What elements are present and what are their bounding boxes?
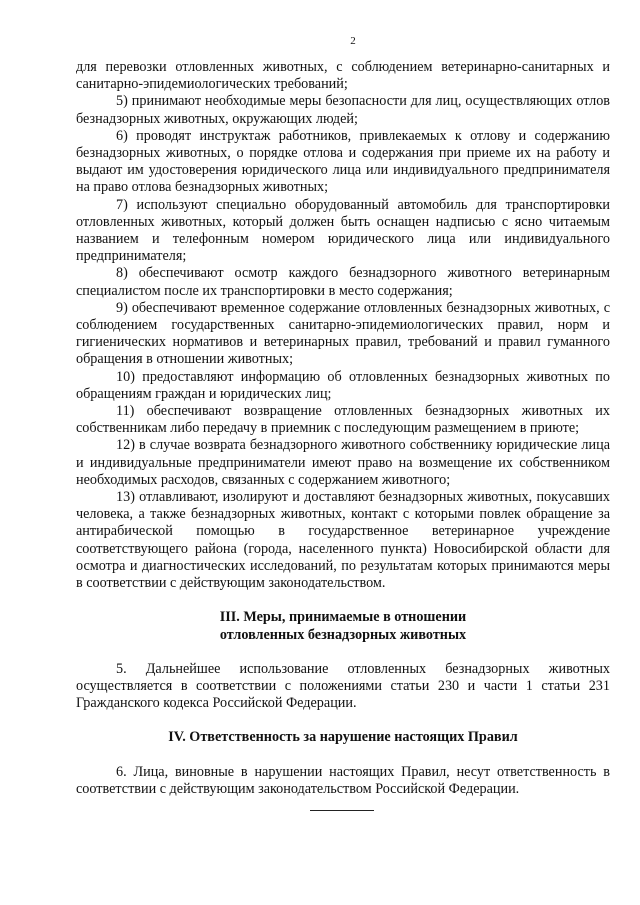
section-3-heading [76, 609, 610, 643]
section-3-heading-line-1: III. Меры, принимаемые в отношении [219, 609, 467, 626]
rule-item-paragraph: 12) в случае возврата безнадзорного животного собственнику юридические лица и индивидуальные предприниматели имеют право на возмещение их собственником необходимых расходов, связанных с содержанием животного; [76, 437, 610, 488]
section-4-paragraph: 6. Лица, виновные в нарушении настоящих Правил, несут ответственность в соответствии с действующим законодательством Российской Федерации. [76, 763, 610, 797]
rule-item-paragraph: 9) обеспечивают временное содержание отловленных безнадзорных животных, с соблюдением государственных санитарно-эпидемиологических правил, норм и гигиенических нормативов и ветеринарных правил, требований и правил гуманного обращения в отношении животных; [76, 299, 610, 368]
section-4-heading [76, 729, 610, 746]
rule-item-paragraph: 11) обеспечивают возвращение отловленных безнадзорных животных их собственникам либо передачу в приемник с последующим размещением в приюте; [76, 403, 610, 437]
rule-item-paragraph: 13) отлавливают, изолируют и доставляют безнадзорных животных, покусавших человека, а также безнадзорных животных, контакт с которыми повлек обращение за антирабической помощью в государственное ветеринарное учреждение соответствующего района (города, населенного пункта) Новосибирской области для осмотра и диагностических исследований, по результатам которых принимаются меры в соответствии с действующим законодательством. [76, 489, 610, 592]
page-number: 2 [350, 35, 356, 47]
rule-item-paragraph: 7) используют специально оборудованный автомобиль для транспортировки отловленных животных, который должен быть оснащен надписью с ясно читаемым названием и телефонным номером юридического лица или индивидуального предпринимателя; [76, 196, 610, 265]
rule-item-paragraph: для перевозки отловленных животных, с соблюдением ветеринарно-санитарных и санитарно-эпидемиологических требований; [76, 59, 610, 93]
end-rule [310, 810, 374, 811]
rules-list [76, 59, 610, 592]
section-3-heading-line-2: отловленных безнадзорных животных [219, 626, 467, 643]
rule-item-paragraph: 5) принимают необходимые меры безопасности для лиц, осуществляющих отлов безнадзорных животных, окружающих людей; [76, 93, 610, 127]
rule-item-paragraph: 8) обеспечивают осмотр каждого безнадзорного животного ветеринарным специалистом после их транспортировки в место содержания; [76, 265, 610, 299]
section-3-paragraph: 5. Дальнейшее использование отловленных безнадзорных животных осуществляется в соответствии с положениями статьи 230 и части 1 статьи 231 Гражданского кодекса Российской Федерации. [76, 660, 610, 712]
section-4-heading-text: IV. Ответственность за нарушение настоящих Правил [168, 729, 518, 746]
rule-item-paragraph: 10) предоставляют информацию об отловленных безнадзорных животных по обращениям граждан и юридических лиц; [76, 368, 610, 402]
document-page [76, 34, 610, 811]
rule-item-paragraph: 6) проводят инструктаж работников, привлекаемых к отлову и содержанию безнадзорных животных, о порядке отлова и содержания при приеме их на работу и выдают им удостоверения юридического лица или индивидуального предпринимателя на право отлова безнадзорных животных; [76, 127, 610, 196]
